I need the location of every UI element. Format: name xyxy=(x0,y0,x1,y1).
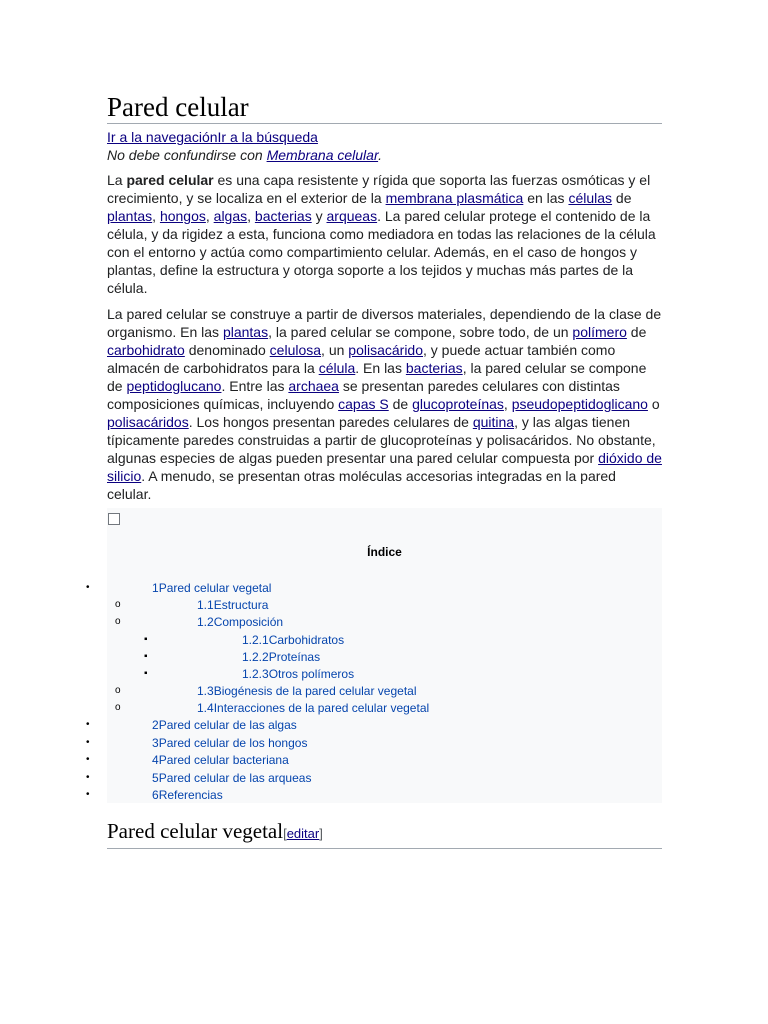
toc-number: 1.2.2 xyxy=(242,650,269,664)
text: o xyxy=(647,396,660,412)
hatnote-text: No debe confundirse con xyxy=(107,147,267,163)
toc-label: Pared celular de las algas xyxy=(158,718,297,732)
link-membrana-plasmatica[interactable]: membrana plasmática xyxy=(385,190,524,206)
section-heading-pared-celular-vegetal xyxy=(107,817,662,849)
link-pseudopeptidoglicano[interactable]: pseudopeptidoglicano xyxy=(511,396,648,412)
link-plantas[interactable]: plantas xyxy=(107,208,153,224)
link-hongos[interactable]: hongos xyxy=(159,208,206,224)
link-bacterias[interactable]: bacterias xyxy=(254,208,312,224)
text: se presentan paredes celulares con distintas composiciones químicas, incluyendo xyxy=(107,378,620,412)
text: de xyxy=(388,396,413,412)
toc-item-link[interactable] xyxy=(242,650,320,664)
toc-number: 3 xyxy=(152,736,159,750)
text: . La pared celular protege el contenido de la célula, y da rigidez a esta, funciona como mediadora en todas las relaciones de la célula con el entorno y actúa como compartimiento celular. Además, en el caso de hongos y plantas, define la estructura y otorga soporte a los tejidos y muchas más partes de la célula. xyxy=(107,208,656,296)
toc-number: 1.1 xyxy=(197,598,214,612)
text: . A menudo, se presentan otras moléculas accesorias integradas en la pared celular. xyxy=(107,468,616,502)
toc-item-link[interactable] xyxy=(197,598,268,612)
toc-label: Estructura xyxy=(213,598,269,612)
toc-number: 1.2 xyxy=(197,615,214,629)
toc-toggle-checkbox[interactable] xyxy=(108,513,120,525)
toc-number: 6 xyxy=(152,788,159,802)
toc-number: 1.2.3 xyxy=(242,667,269,681)
toc-item[interactable] xyxy=(152,735,307,751)
toc-label: Otros polímeros xyxy=(268,667,355,681)
text: La xyxy=(107,172,127,188)
text: , y las algas tienen típicamente paredes construidas a partir de glucoproteínas y polisacáridos. No obstante, algunas especies de algas pueden presentar una pared celular compuesta por xyxy=(107,414,656,466)
toc-item[interactable] xyxy=(242,666,354,682)
toc-item[interactable] xyxy=(242,632,344,648)
edit-bracket-close: ] xyxy=(319,826,323,841)
text: . Entre las xyxy=(221,378,289,394)
toc-item[interactable] xyxy=(197,700,429,716)
page-title: Pared celular xyxy=(107,92,662,124)
intro-paragraph-2 xyxy=(107,305,662,503)
text: La pared celular se construye a partir de diversos materiales, dependiendo de la clase de organismo. En las xyxy=(107,306,662,340)
bold-term: pared celular xyxy=(126,172,214,188)
toc-item-link[interactable] xyxy=(197,615,283,629)
link-celula[interactable]: célula xyxy=(318,360,356,376)
toc-item-link[interactable] xyxy=(152,771,311,785)
jump-to-search-link[interactable]: Ir a la búsqueda xyxy=(217,129,318,145)
text: de xyxy=(612,190,632,206)
toc-bullet: ▪ xyxy=(144,668,148,679)
toc-label: Carbohidratos xyxy=(268,633,345,647)
link-algas[interactable]: algas xyxy=(213,208,248,224)
toc-item-link[interactable] xyxy=(197,684,417,698)
toc-bullet: ▪ xyxy=(144,651,148,662)
toc-label: Referencias xyxy=(158,788,223,802)
toc-item-link[interactable] xyxy=(152,788,223,802)
toc-item-link[interactable] xyxy=(242,667,354,681)
link-polimero[interactable]: polímero xyxy=(572,324,627,340)
toc-bullet: o xyxy=(115,616,121,627)
text: , y puede actuar también como almacén de carbohidratos para la xyxy=(107,342,616,376)
toc-item-link[interactable] xyxy=(152,718,297,732)
toc-bullet: • xyxy=(86,754,90,765)
edit-link[interactable]: editar xyxy=(286,826,320,841)
text: en las xyxy=(523,190,569,206)
link-bacterias[interactable]: bacterias xyxy=(405,360,463,376)
text: , xyxy=(503,396,512,412)
text: , la pared celular se compone, sobre todo, de un xyxy=(268,324,573,340)
toc-item[interactable] xyxy=(152,580,271,596)
toc-number: 5 xyxy=(152,771,159,785)
hatnote xyxy=(107,146,662,164)
toc-item[interactable] xyxy=(242,649,320,665)
toc-number: 1.4 xyxy=(197,701,214,715)
link-dioxido-de-silicio[interactable]: dióxido de silicio xyxy=(107,450,662,484)
toc-bullet: • xyxy=(86,719,90,730)
section-heading-text: Pared celular vegetal xyxy=(107,819,284,843)
toc-item[interactable] xyxy=(197,597,268,613)
text: , xyxy=(205,208,214,224)
link-plantas[interactable]: plantas xyxy=(222,324,269,340)
text: . Los hongos presentan paredes celulares de xyxy=(188,414,473,430)
toc-label: Pared celular de los hongos xyxy=(158,736,308,750)
link-archaea[interactable]: archaea xyxy=(288,378,339,394)
toc-title: Índice xyxy=(367,545,402,559)
link-quitina[interactable]: quitina xyxy=(472,414,515,430)
toc-item[interactable] xyxy=(152,752,289,768)
toc-item[interactable] xyxy=(197,683,417,699)
text: es una capa resistente y rígida que soporta las fuerzas osmóticas y el crecimiento, y se localiza en el exterior de la xyxy=(107,172,651,206)
text: y xyxy=(311,208,327,224)
link-celulas[interactable]: células xyxy=(568,190,613,206)
toc-item[interactable] xyxy=(152,770,311,786)
toc-bullet: • xyxy=(86,582,90,593)
text: , xyxy=(247,208,255,224)
text: de xyxy=(626,324,647,340)
toc-item[interactable] xyxy=(152,717,297,733)
toc-item-link[interactable] xyxy=(152,736,307,750)
toc-item[interactable] xyxy=(197,614,283,630)
toc-label: Pared celular bacteriana xyxy=(158,753,289,767)
link-celulosa[interactable]: celulosa xyxy=(269,342,322,358)
hatnote-suffix: . xyxy=(378,147,382,163)
toc-number: 1 xyxy=(152,581,159,595)
toc-number: 1.2.1 xyxy=(242,633,269,647)
toc-label: Biogénesis de la pared celular vegetal xyxy=(213,684,417,698)
toc-number: 2 xyxy=(152,718,159,732)
text: , un xyxy=(321,342,349,358)
toc-number: 1.3 xyxy=(197,684,214,698)
intro-paragraph-1 xyxy=(107,171,662,297)
toc-item-link[interactable] xyxy=(197,701,429,715)
text: denominado xyxy=(184,342,270,358)
toc-label: Composición xyxy=(213,615,284,629)
toc-item-link[interactable] xyxy=(152,753,289,767)
section-edit xyxy=(283,826,323,841)
link-capas-s[interactable]: capas S xyxy=(338,396,389,412)
toc-label: Pared celular vegetal xyxy=(158,581,272,595)
link-carbohidrato[interactable]: carbohidrato xyxy=(107,342,185,358)
toc-number: 4 xyxy=(152,753,159,767)
text: . En las xyxy=(355,360,406,376)
toc-bullet: o xyxy=(115,685,121,696)
hatnote-link[interactable]: Membrana celular xyxy=(266,147,379,163)
jump-links xyxy=(107,128,662,146)
link-polisacaridos[interactable]: polisacáridos xyxy=(107,414,189,430)
link-arqueas[interactable]: arqueas xyxy=(326,208,378,224)
toc-label: Pared celular de las arqueas xyxy=(158,771,312,785)
jump-to-navigation-link[interactable]: Ir a la navegación xyxy=(107,129,218,145)
text: , la pared celular se compone de xyxy=(107,360,647,394)
edit-bracket-open: [ xyxy=(283,826,287,841)
toc-bullet: • xyxy=(86,789,90,800)
toc-label: Interacciones de la pared celular vegetal xyxy=(213,701,430,715)
toc-item-link[interactable] xyxy=(242,633,344,647)
toc-item[interactable] xyxy=(152,787,223,803)
link-peptidoglucano[interactable]: peptidoglucano xyxy=(126,378,222,394)
toc-bullet: • xyxy=(86,737,90,748)
link-polisacarido[interactable]: polisacárido xyxy=(348,342,424,358)
text: , xyxy=(152,208,160,224)
toc-bullet: o xyxy=(115,599,121,610)
toc-label: Proteínas xyxy=(268,650,321,664)
toc-bullet: ▪ xyxy=(144,634,148,645)
toc-bullet: • xyxy=(86,772,90,783)
toc-item-link[interactable] xyxy=(152,581,271,595)
link-glucoproteinas[interactable]: glucoproteínas xyxy=(412,396,504,412)
toc-bullet: o xyxy=(115,702,121,713)
